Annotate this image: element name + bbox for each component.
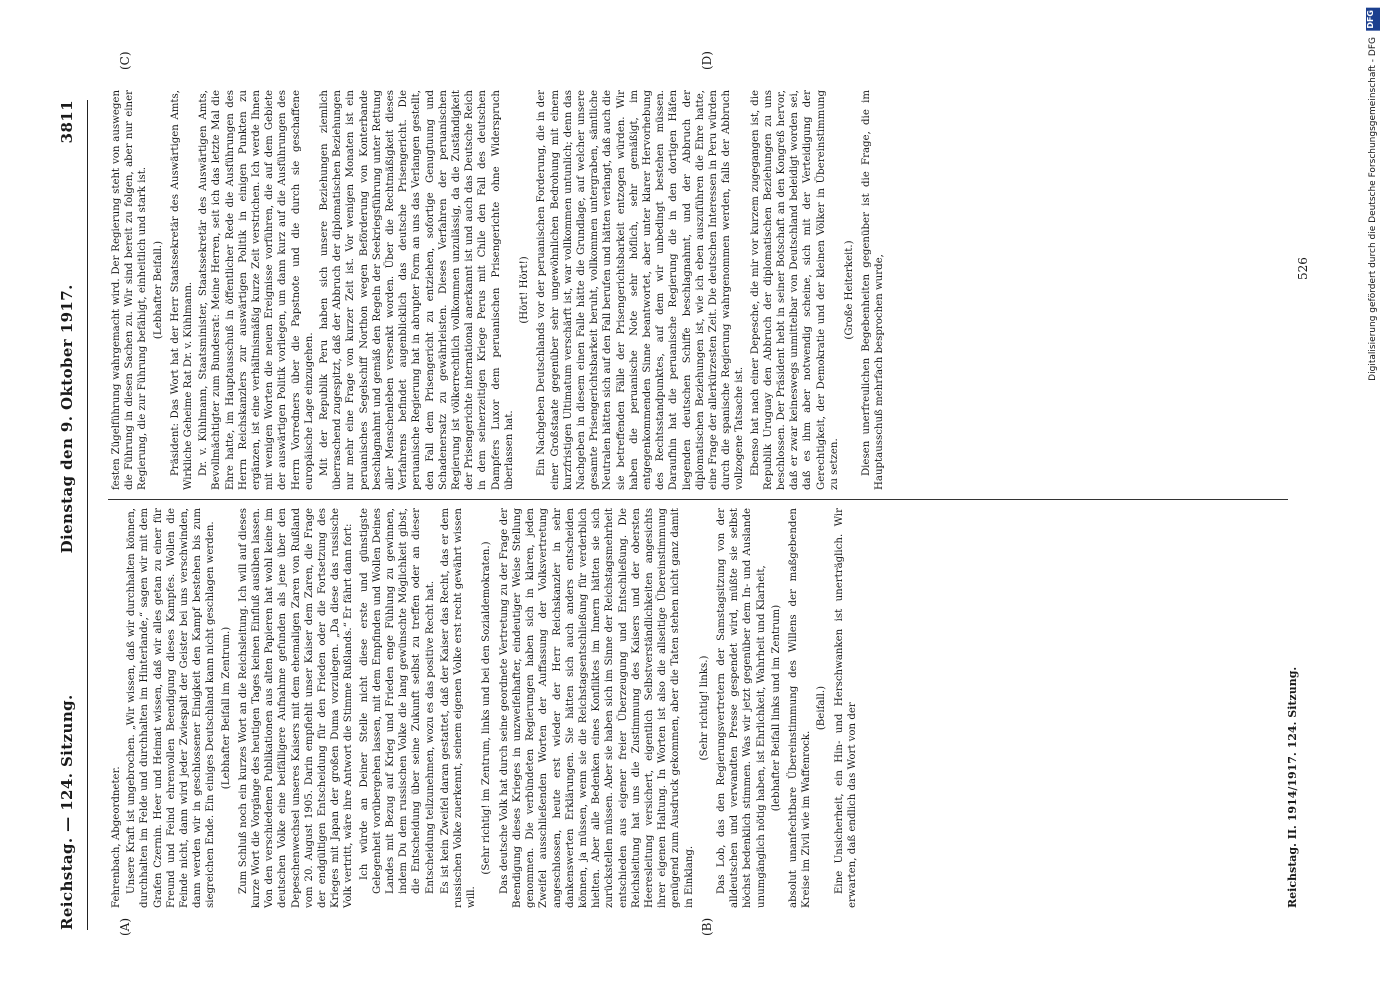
text-column-right [110,90,1288,490]
stage-direction: (Große Heiterkeit.) [843,240,855,340]
speaker-line: Fehrenbach, Abgeordneter. [111,766,122,908]
margin-letter-c: (C) [118,51,132,70]
sheet-signature: 526 [1296,257,1310,280]
paragraph: Das Lob, das den Regierungsvertretern der Samstagsitzung von der alldeutschen und verwandten Presse gespendet wird, müßte sie selbst höchst bedenklich stimmen. Was wir jetzt gegenüber dem In- und Auslande unumgänglich nötig haben, ist Ehrlichkeit, Wahrheit und Klarheit, [715,508,767,908]
margin-letter-d: (D) [700,51,714,70]
paragraph: Das deutsche Volk hat durch seine geordnete Vertretung zu der Frage der Beendigung dieses Krieges in unzweifelhafter, eindeutiger Weise Stellung genommen. Die verbündeten Regierungen haben sich in klaren, jeden Zweifel ausschließenden Worten der Auffassung der Volksvertretung angeschlossen, heute erst wieder der Herr Reichskanzler in sehr dankenswerten Erklärungen. Sie hätten sich auch anders entscheiden können, ja müssen, wenn sie die Reichstagsentschließung für verderblich hielten. Aber alle Bedenken eines Konfliktes im Innern hätten sie sich zurückstellen müssen. Aber sie haben sich im Sinne der Reichstagsmehrheit entschieden aus eigener freier Überzeugung und Entschließung. Die Reichsleitung hat uns die Zustimmung des Kaisers und der obersten Heeresleitung versichert, eigentlich Selbstverständlichkeiten angesichts ihrer eigenen Haltung. In Worten ist also die allseitige Übereinstimmung genügend zum Ausdruck gekommen, aber die Taten stehen nicht ganz damit in Einklang. [498,508,695,908]
stage-direction: (Beifall.) [816,685,828,731]
margin-letter-b: (B) [700,917,714,936]
paragraph: Präsident: Das Wort hat der Herr Staatssekretär des Auswärtigen Amts, Wirkliche Geheime Rat Dr. v. Kühlmann. [169,90,195,490]
stage-direction: (Sehr richtig! im Zentrum, links und bei den Sozialdemokraten.) [481,541,493,875]
stage-direction: (Sehr richtig! links.) [698,655,710,761]
footer-signature-line: Reichstag. II. 1914/1917. 124. Sitzung. [1286,666,1299,908]
quotation: Ich würde an Deiner Stelle nicht diese erste und günstigste Gelegenheit vorübergehen lassen, mit dem Empfinden und Wollen Deines Landes mit Bezug auf Krieg und Frieden enge Fühlung zu gewinnen, indem Du dem russischen Volke die lang gewünschte Möglichkeit gibst, die Entscheidung über seine Zukunft selbst zu treffen oder an dieser Entscheidung teilzunehmen, wozu es das positive Recht hat. [358,508,436,894]
page-number: 3811 [58,100,76,144]
paragraph: Ein Nachgeben Deutschlands vor der peruanischen Forderung, die in der einer Großstaate gegenüber sehr ungewöhnlichen Bedrohung mit einem kurzfristigen Ultimatum verschärft ist, war vollkommen untunlich; denn das Nachgeben in diesem einen Falle hätte die Grundlage, auf welcher unsere gesamte Prisengerichtsbarkeit beruht, vollkommen untergraben, sämtliche Neutralen hätten sich auf den Fall berufen und hätten verlangt, daß auch die sie betreffenden Fälle der Prisengerichtsbarkeit entzogen würden. Wir haben die peruanische Note sehr höflich, sehr gemäßigt, im entgegenkommenden Sinne beantwortet, aber unter klarer Hervorhebung des Rechtsstandpunktes, auf dem wir unbedingt bestehen müssen. Daraufhin hat die peruanische Regierung die in den dortigen Häfen liegenden deutschen Schiffe beschlagnahmt, und der Abbruch der diplomatischen Beziehungen ist, wie ich eben auszuführen die Ehre hatte, eine Frage der allerkürzesten Zeit. Die deutschen Interessen in Peru würden durch die spanische Regierung wahrgenommen werden, falls der Abbruch vollzogene Tatsache ist. [536,90,746,490]
paragraph: Zum Schluß noch ein kurzes Wort an die Reichsleitung. Ich will auf dieses kurze Wort die Vorgänge des heutigen Tages keinen Einfluß ausüben lassen. Von den verschiedenen Publikationen aus alten Papieren hat wohl keine im deutschen Volke eine beifälligere Aufnahme gefunden als jene über den Depeschenwechsel unseres Kaisers mit dem ehemaligen Zaren von Rußland vom 20. August 1905. Darin empfiehlt unser Kaiser dem Zaren, die Frage der endgültigen Entscheidung für den Frieden oder die Fortsetzung des Krieges mit Japan der großen Duma vorzulegen. „Da diese das russische Volk vertritt, wäre ihre Antwort die Stimme Rußlands.“ Er fährt dann fort: [237,508,355,908]
paragraph: Diesen unerfreulichen Begebenheiten gegenüber ist die Frage, die im Hauptausschuß mehrfach besprochen wurde, [861,90,886,490]
dfg-credit-text: Digitalisierung gefördert durch die Deutsche Forschungsgemeinschaft - DFG [1368,36,1378,381]
text-column-left [110,508,1288,908]
stage-direction: (Hört! Hört!) [519,256,531,324]
paragraph: Dr. v. Kühlmann, Staatsminister, Staatssekretär des Auswärtigen Amts, Bevollmächtigter zum Bundesrat: Meine Herren, seit ich das letzte Mal die Ehre hatte, im Hauptausschuß in öffentlicher Rede die Ausführungen des Herrn Reichskanzlers zur auswärtigen Politik in einigen Punkten zu ergänzen, ist eine verhältnismäßig kurze Zeit verstrichen. Ich werde Ihnen mit wenigen Worten die neuen Ereignisse vorführen, die auf dem Gebiete der auswärtigen Politik vorliegen, um dann kurz auf die Ausführungen des Herrn Vorredners über die Papstnote und die durch sie geschaffene europäische Lage einzugehen. [198,90,315,490]
stage-direction: (Lebhafter Beifall.) [152,240,164,340]
paragraph: Unsere Kraft ist ungebrochen. „Wir wissen, daß wir durchhalten können, durchhalten im Felde und durchhalten im Hinterlande,“ sagen wir mit dem Grafen Czernin. Heer und Heimat wissen, daß wir alles getan zu einer für Freund und Feind ehrenvollen Beendigung dieses Kampfes. Wollen die Feinde nicht, dann wird jeder Zwiespalt der Geister bei uns verschwinden, dann werden wir in geschlossener Einigkeit den Kampf bestehen bis zum siegreichen Ende. Ein einiges Deutschland kann nicht geschlagen werden. [126,508,217,908]
running-head [58,100,88,930]
stage-direction: (Lebhafter Beifall im Zentrum.) [220,626,232,790]
digitization-credit [1363,8,1383,968]
column-divider [108,499,1288,500]
running-head-left: Reichstag. — 124. Sitzung. [58,694,76,930]
paragraph: festen Zügelführung wahrgemacht wird. Der Regierung steht von auswegen die Führung in diesen Sachen zu. Wir sind bereit zu folgen, aber nur einer Regierung, die zur Führung befähigt, einheitlich und stark ist. [111,90,149,490]
running-head-date: Dienstag den 9. Oktober 1917. [58,284,76,554]
paragraph: Ebenso hat nach einer Depesche, die mir vor kurzem zugegangen ist, die Republik Uruguay den Abbruch der diplomatischen Beziehungen zu uns beschlossen. Der Präsident hebt in seiner Botschaft an den Kongreß hervor, daß er zwar keineswegs unmittelbar von Deutschland beleidigt worden sei, daß es ihm aber notwendig scheine, sich mit der Verteidigung der Gerechtigkeit, der Demokratie und der kleinen Völker in Übereinstimmung zu setzen. [749,90,840,490]
paragraph: Es ist kein Zweifel daran gestattet, daß der Kaiser das Recht, das er dem russischen Volke zuerkennt, seinem eigenen Volke erst recht gewährt wissen will. [439,508,478,908]
paragraph: Mit der Republik Peru haben sich unsere Beziehungen ziemlich überraschend zugespitzt, daß der Abbruch der diplomatischen Beziehungen nur mehr eine Frage von kurzer Zeit ist. Vor wenigen Monaten ist ein peruanisches Segelschiff Northon wegen Beförderung von Konterbande beschlagnahmt und gemäß den Regeln der Seekriegsführung unter Rettung aller Menschenleben versenkt worden. Über die Rechtmäßigkeit dieses Verfahrens befindet augenblicklich das deutsche Prisengericht. Die peruanische Regierung hat in abrupter Form an uns das Verlangen gestellt, den Fall dem Prisengericht zu entziehen, sofortige Genugtuung und Schadenersatz zu gewährleisten. Dieses Verfahren der peruanischen Regierung ist völkerrechtlich vollkommen unzulässig, da die Zuständigkeit der Prisengerichte international anerkannt ist und auch das Deutsche Reich in dem seinerzeitigen Kriege Perus mit Chile den Fall des deutschen Dampfers Luxor dem peruanischen Prisengerichte ohne Widerspruch überlassen hat. [319,90,515,490]
paragraph: absolut unanfechtbare Übereinstimmung des Willens der maßgebenden Kreise im Zivil wie im Waffenrock. [787,508,813,908]
stage-direction: (lebhafter Beifall links und im Zentrum) [770,604,782,812]
dfg-logo-badge: DFG [1366,8,1380,31]
paragraph: Eine Unsicherheit, ein Hin- und Herschwanken ist unerträglich. Wir erwarten, daß endlich das Wort von der [833,508,858,908]
margin-letter-a: (A) [118,917,132,936]
